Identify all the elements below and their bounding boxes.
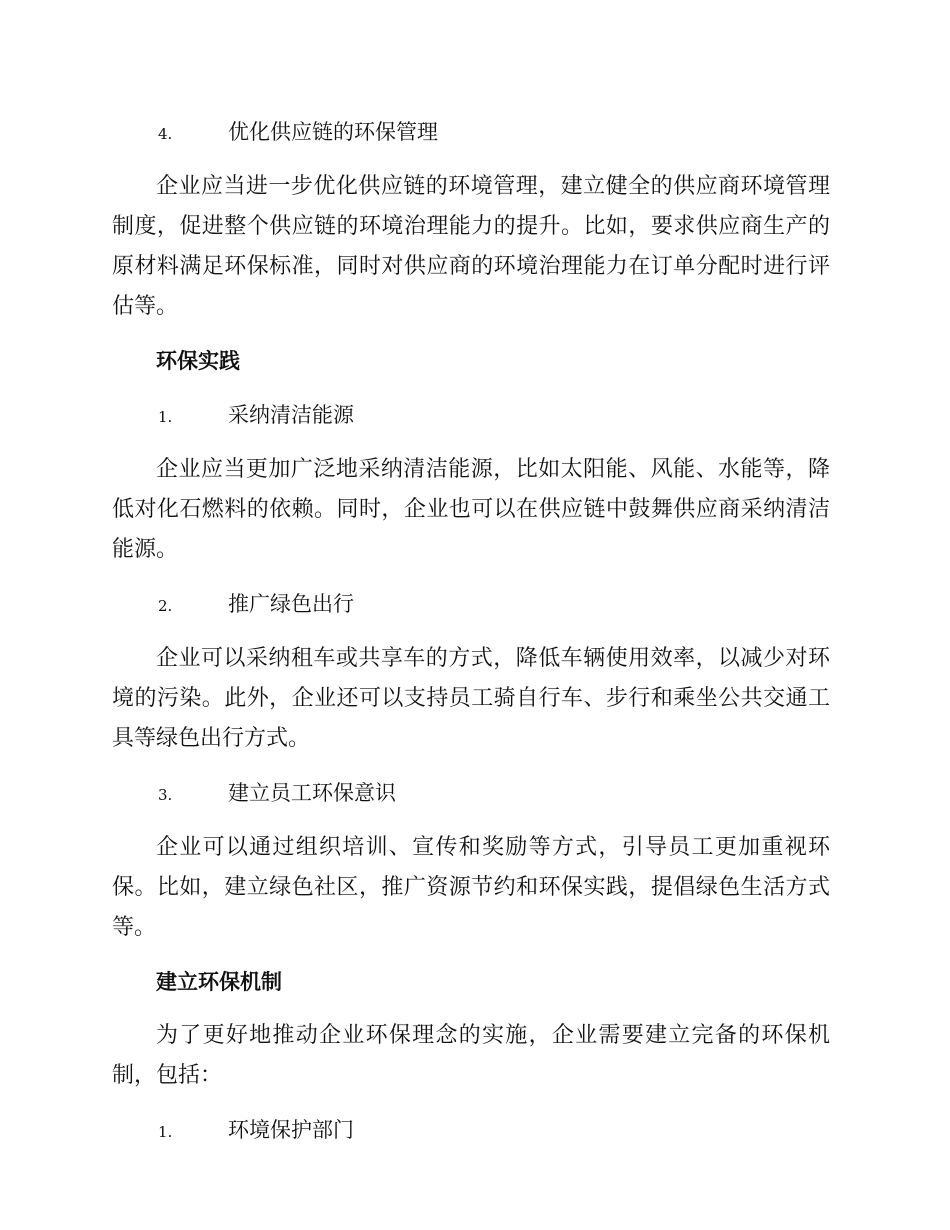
section-heading-mechanism: 建立环保机制	[156, 969, 282, 994]
paragraph-mechanism: 为了更好地推动企业环保理念的实施，企业需要建立完备的环保机制，包括：	[112, 1023, 830, 1088]
list-item-employee-awareness	[112, 773, 830, 813]
list-item-title: 环境保护部门	[228, 1118, 354, 1142]
list-item-green-travel	[112, 584, 830, 624]
paragraph-green-travel: 企业可以采纳租车或共享车的方式，降低车辆使用效率，以减少对环境的污染。此外，企业还可以支持员工骑自行车、步行和乘坐公共交通工具等绿色出行方式。	[112, 646, 830, 751]
list-number: 1.	[158, 1123, 173, 1141]
paragraph-clean-energy: 企业应当更加广泛地采纳清洁能源，比如太阳能、风能、水能等，降低对化石燃料的依赖。同时，企业也可以在供应链中鼓舞供应商采纳清洁能源。	[112, 457, 830, 562]
list-item-title: 推广绿色出行	[228, 592, 354, 616]
list-item-clean-energy	[112, 395, 830, 435]
list-item-title: 采纳清洁能源	[228, 403, 354, 427]
list-number: 4.	[158, 125, 173, 143]
list-item-title: 优化供应链的环保管理	[228, 120, 438, 144]
section-heading-practice: 环保实践	[156, 348, 240, 373]
list-number: 3.	[158, 786, 173, 804]
list-item-title: 建立员工环保意识	[228, 781, 396, 805]
list-number: 1.	[158, 408, 173, 426]
paragraph-employee-awareness: 企业可以通过组织培训、宣传和奖励等方式，引导员工更加重视环保。比如，建立绿色社区，推广资源节约和环保实践，提倡绿色生活方式等。	[112, 835, 830, 940]
list-number: 2.	[158, 597, 173, 615]
list-item-env-department	[112, 1110, 830, 1150]
paragraph-supply-chain: 企业应当进一步优化供应链的环境管理，建立健全的供应商环境管理制度，促进整个供应链的环境治理能力的提升。比如，要求供应商生产的原材料满足环保标准，同时对供应商的环境治理能力在订单分配时进行评估等。	[112, 174, 830, 319]
list-item-supply-chain	[112, 112, 830, 152]
